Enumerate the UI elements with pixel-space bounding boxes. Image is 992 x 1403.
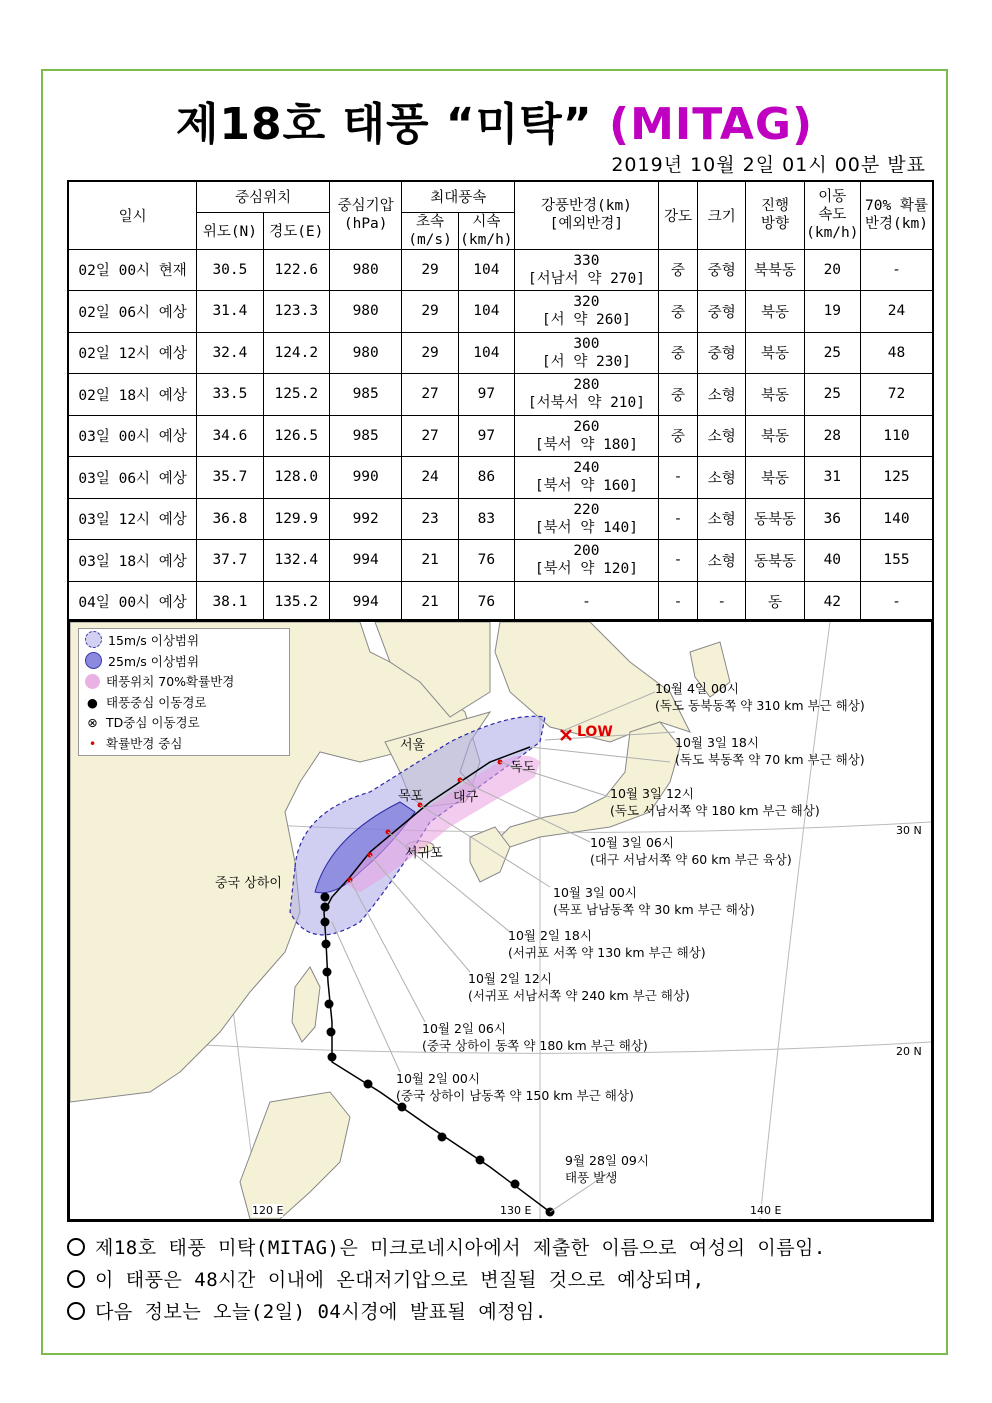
cell-ms: 23	[402, 498, 458, 540]
cell-int: 중	[658, 332, 697, 374]
legend-item-25	[85, 652, 283, 673]
cell-radius-exception: [서북서 약 210]	[527, 395, 645, 412]
cell-int: -	[658, 498, 697, 540]
typhoon-track-map	[67, 619, 934, 1222]
legend-center-label: 확률반경 중심	[106, 735, 183, 751]
title-english: (MITAG)	[608, 99, 814, 150]
annotation-desc: (독도 서남서쪽 약 180 km 부근 해상)	[610, 803, 820, 818]
header-radius-sub: [예외반경]	[549, 216, 624, 233]
circle-bullet-icon	[67, 1302, 85, 1320]
cell-radius-value: 300	[573, 335, 600, 352]
cell-prob: 48	[860, 332, 933, 374]
note-text: 제18호 태풍 미탁(MITAG)은 미크로네시아에서 제출한 이름으로 여성의 이름임.	[95, 1237, 826, 1259]
cell-int: -	[658, 581, 697, 623]
notes-section	[67, 1232, 826, 1328]
cell-prob: 125	[860, 457, 933, 499]
cell-radius-value: 220	[573, 501, 600, 518]
cell-dir: 동	[746, 581, 804, 623]
forecast-annotation	[590, 834, 792, 868]
cell-kmh: 104	[458, 291, 514, 333]
header-size: 크기	[698, 181, 746, 249]
cell-time: 03일 12시 예상	[68, 498, 197, 540]
legend-item-td	[85, 713, 283, 734]
lat-label-20: 20 N	[896, 1045, 922, 1058]
cell-prob: 24	[860, 291, 933, 333]
header-intensity: 강도	[658, 181, 697, 249]
cell-lon: 122.6	[263, 249, 329, 291]
cell-lon: 126.5	[263, 415, 329, 457]
cell-spd: 25	[804, 374, 860, 416]
forecast-table	[67, 180, 934, 624]
cell-lon: 124.2	[263, 332, 329, 374]
cell-radius	[515, 457, 659, 499]
legend-25-icon	[85, 652, 102, 669]
cell-spd: 42	[804, 581, 860, 623]
cell-radius-value: 320	[573, 294, 600, 311]
table-row	[68, 457, 933, 499]
cell-kmh: 86	[458, 457, 514, 499]
header-direction	[746, 181, 804, 249]
legend-track-label: 태풍중심 이동경로	[106, 694, 207, 710]
header-pressure-unit: (hPa)	[343, 216, 388, 233]
track-point	[321, 918, 330, 927]
note-text: 다음 정보는 오늘(2일) 04시경에 발표될 예정임.	[95, 1301, 547, 1323]
cell-dir: 북북동	[746, 249, 804, 291]
cell-lon: 123.3	[263, 291, 329, 333]
header-direction-1: 진행	[760, 198, 789, 215]
annotation-time: 10월 4일 00시	[655, 681, 739, 696]
cell-time: 03일 18시 예상	[68, 540, 197, 582]
cell-radius-exception: [북서 약 140]	[534, 519, 638, 536]
cell-ms: 29	[402, 291, 458, 333]
cell-dir: 동북동	[746, 540, 804, 582]
cell-time: 02일 06시 예상	[68, 291, 197, 333]
place-shanghai: 중국 상하이	[215, 876, 282, 891]
cell-int: 중	[658, 415, 697, 457]
cell-int: 중	[658, 374, 697, 416]
annotation-desc: 태풍 발생	[565, 1170, 618, 1185]
place-seoul: 서울	[400, 738, 426, 753]
annotation-desc: (독도 동북동쪽 약 310 km 부근 해상)	[655, 698, 865, 713]
forecast-annotation	[610, 785, 820, 819]
header-speed-3: (km/h)	[806, 225, 859, 242]
forecast-annotation	[508, 927, 706, 961]
header-pressure-label: 중심기압	[337, 198, 394, 215]
legend-prob-icon	[85, 674, 100, 689]
cell-kmh: 97	[458, 415, 514, 457]
header-speed	[804, 181, 860, 249]
cell-dir: 북동	[746, 291, 804, 333]
header-prob	[860, 181, 933, 249]
cell-dir: 북동	[746, 374, 804, 416]
cell-time: 02일 18시 예상	[68, 374, 197, 416]
header-prob-2: 반경(km)	[865, 216, 928, 233]
cell-time: 03일 06시 예상	[68, 457, 197, 499]
cell-ms: 29	[402, 332, 458, 374]
cell-spd: 28	[804, 415, 860, 457]
header-wind-kmh	[458, 212, 514, 249]
annotation-time: 10월 3일 06시	[590, 835, 674, 850]
forecast-annotation	[396, 1070, 634, 1104]
cell-int: -	[658, 457, 697, 499]
cell-size: 소형	[698, 374, 746, 416]
cell-p: 980	[329, 291, 401, 333]
cell-size: 소형	[698, 415, 746, 457]
table-row	[68, 581, 933, 623]
cell-radius-value: 330	[573, 252, 600, 269]
cell-prob: -	[860, 581, 933, 623]
cell-spd: 31	[804, 457, 860, 499]
header-wind-ms	[402, 212, 458, 249]
table-row	[68, 291, 933, 333]
cell-p: 994	[329, 540, 401, 582]
cell-lat: 32.4	[197, 332, 263, 374]
cell-time: 03일 00시 예상	[68, 415, 197, 457]
forecast-annotation	[655, 680, 865, 714]
header-wind-kmh-unit: (km/h)	[460, 231, 513, 248]
cell-size: 소형	[698, 457, 746, 499]
cell-lat: 30.5	[197, 249, 263, 291]
note-item	[67, 1296, 826, 1328]
cell-spd: 36	[804, 498, 860, 540]
cell-radius-value: -	[582, 593, 591, 610]
cell-ms: 27	[402, 415, 458, 457]
legend-td-icon: ⊗	[87, 715, 98, 730]
cell-ms: 24	[402, 457, 458, 499]
place-dokdo: 독도	[510, 760, 536, 775]
lon-label-120: 120 E	[252, 1204, 284, 1217]
forecast-annotation	[565, 1152, 649, 1186]
legend-track-icon: ●	[87, 694, 98, 710]
cell-p: 992	[329, 498, 401, 540]
track-point	[322, 940, 331, 949]
place-seogwipo: 서귀포	[405, 846, 443, 861]
map-legend	[78, 628, 290, 756]
cell-spd: 40	[804, 540, 860, 582]
cell-prob: -	[860, 249, 933, 291]
cell-prob: 110	[860, 415, 933, 457]
cell-kmh: 76	[458, 540, 514, 582]
header-wind-kmh-label: 시속	[472, 213, 501, 230]
cell-size: 중형	[698, 291, 746, 333]
cell-radius	[515, 374, 659, 416]
table-row	[68, 374, 933, 416]
forecast-annotation	[675, 734, 865, 768]
cell-lon: 125.2	[263, 374, 329, 416]
annotation-desc: (중국 상하이 남동쪽 약 150 km 부근 해상)	[396, 1088, 634, 1103]
cell-radius-exception: [서 약 260]	[541, 312, 631, 329]
cell-kmh: 104	[458, 332, 514, 374]
circle-bullet-icon	[67, 1238, 85, 1256]
table-row	[68, 540, 933, 582]
cell-lat: 34.6	[197, 415, 263, 457]
cell-lat: 31.4	[197, 291, 263, 333]
cell-lon: 128.0	[263, 457, 329, 499]
track-point	[321, 893, 330, 902]
cell-dir: 북동	[746, 415, 804, 457]
cell-radius-value: 280	[573, 377, 600, 394]
cell-prob: 72	[860, 374, 933, 416]
annotation-desc: (대구 서남서쪽 약 60 km 부근 육상)	[590, 852, 792, 867]
cell-p: 994	[329, 581, 401, 623]
cell-dir: 동북동	[746, 498, 804, 540]
header-lat: 위도(N)	[197, 212, 263, 249]
legend-item-prob	[85, 672, 283, 693]
place-mokpo: 목포	[398, 789, 424, 804]
table-row	[68, 332, 933, 374]
cell-p: 980	[329, 249, 401, 291]
cell-int: 중	[658, 249, 697, 291]
annotation-time: 9월 28일 09시	[565, 1153, 649, 1168]
header-pressure	[329, 181, 401, 249]
cell-lat: 38.1	[197, 581, 263, 623]
header-speed-2: 속도	[818, 207, 847, 224]
header-wind-ms-unit: (m/s)	[408, 231, 452, 248]
track-point	[321, 903, 330, 912]
cell-prob: 155	[860, 540, 933, 582]
legend-15-icon	[85, 631, 102, 648]
table-row	[68, 415, 933, 457]
circle-bullet-icon	[67, 1270, 85, 1288]
cell-p: 990	[329, 457, 401, 499]
place-daegu: 대구	[453, 790, 479, 805]
legend-td-label: TD중심 이동경로	[106, 715, 200, 730]
lat-label-30: 30 N	[896, 824, 922, 837]
annotation-desc: (목포 남남동쪽 약 30 km 부근 해상)	[553, 902, 755, 917]
cell-kmh: 83	[458, 498, 514, 540]
annotation-time: 10월 3일 12시	[610, 786, 694, 801]
cell-ms: 29	[402, 249, 458, 291]
legend-item-15	[85, 631, 283, 652]
annotation-time: 10월 3일 18시	[675, 735, 759, 750]
cell-prob: 140	[860, 498, 933, 540]
cell-radius-exception: [서 약 230]	[541, 353, 631, 370]
header-radius	[515, 181, 659, 249]
cell-size: 중형	[698, 332, 746, 374]
note-text: 이 태풍은 48시간 이내에 온대저기압으로 변질될 것으로 예상되며,	[95, 1269, 705, 1291]
track-point	[328, 1053, 337, 1062]
cell-time: 02일 00시 현재	[68, 249, 197, 291]
annotation-time: 10월 2일 00시	[396, 1071, 480, 1086]
cell-kmh: 97	[458, 374, 514, 416]
track-point	[323, 968, 332, 977]
legend-15-label: 15m/s 이상범위	[108, 633, 200, 648]
cell-radius-exception: [북서 약 180]	[534, 436, 638, 453]
note-item	[67, 1232, 826, 1264]
cell-size: -	[698, 581, 746, 623]
cell-int: 중	[658, 291, 697, 333]
cell-lon: 135.2	[263, 581, 329, 623]
track-point	[327, 1028, 336, 1037]
cell-int: -	[658, 540, 697, 582]
annotation-time: 10월 3일 00시	[553, 885, 637, 900]
cell-radius	[515, 249, 659, 291]
cell-lon: 132.4	[263, 540, 329, 582]
header-radius-label: 강풍반경(km)	[540, 198, 632, 215]
forecast-annotation	[553, 884, 755, 918]
cell-p: 985	[329, 415, 401, 457]
cell-radius-exception: [북서 약 160]	[534, 478, 638, 495]
cell-spd: 19	[804, 291, 860, 333]
cell-kmh: 76	[458, 581, 514, 623]
cell-radius-value: 260	[573, 418, 600, 435]
cell-lat: 36.8	[197, 498, 263, 540]
cell-radius-exception: [서남서 약 270]	[527, 270, 645, 287]
annotation-desc: (서귀포 서남서쪽 약 240 km 부근 해상)	[468, 988, 690, 1003]
cell-dir: 북동	[746, 332, 804, 374]
cell-p: 985	[329, 374, 401, 416]
cell-lat: 35.7	[197, 457, 263, 499]
annotation-time: 10월 2일 12시	[468, 971, 552, 986]
cell-radius	[515, 498, 659, 540]
header-direction-2: 방향	[760, 216, 789, 233]
track-point	[476, 1156, 485, 1165]
header-prob-1: 70% 확률	[865, 198, 928, 215]
cell-time: 02일 12시 예상	[68, 332, 197, 374]
cell-lat: 37.7	[197, 540, 263, 582]
annotation-time: 10월 2일 18시	[508, 928, 592, 943]
legend-25-label: 25m/s 이상범위	[108, 653, 200, 669]
cell-spd: 20	[804, 249, 860, 291]
cell-ms: 21	[402, 540, 458, 582]
cell-radius-exception: [북서 약 120]	[534, 561, 638, 578]
cell-size: 소형	[698, 498, 746, 540]
track-point	[438, 1133, 447, 1142]
legend-center-icon: •	[88, 735, 97, 751]
forecast-annotation	[422, 1020, 648, 1054]
cell-size: 소형	[698, 540, 746, 582]
legend-item-center	[85, 734, 283, 755]
cell-ms: 27	[402, 374, 458, 416]
forecast-annotation	[468, 970, 690, 1004]
annotation-time: 10월 2일 06시	[422, 1021, 506, 1036]
cell-kmh: 104	[458, 249, 514, 291]
cell-radius	[515, 415, 659, 457]
cell-lat: 33.5	[197, 374, 263, 416]
header-lon: 경도(E)	[263, 212, 329, 249]
cell-p: 980	[329, 332, 401, 374]
table-row	[68, 249, 933, 291]
annotation-desc: (독도 북동쪽 약 70 km 부근 해상)	[675, 752, 865, 767]
header-center-pos: 중심위치	[197, 181, 330, 212]
track-point	[325, 1000, 334, 1009]
header-max-wind: 최대풍속	[402, 181, 515, 212]
legend-prob-label: 태풍위치 70%확률반경	[106, 674, 235, 689]
cell-time: 04일 00시 예상	[68, 581, 197, 623]
legend-item-track	[85, 693, 283, 714]
header-speed-1: 이동	[818, 189, 847, 206]
table-row	[68, 498, 933, 540]
title-korean: 제18호 태풍 “미탁”	[175, 99, 593, 150]
cell-radius-value: 200	[573, 543, 600, 560]
cell-spd: 25	[804, 332, 860, 374]
lon-label-140: 140 E	[750, 1204, 782, 1217]
header-time: 일시	[68, 181, 197, 249]
header-wind-ms-label: 초속	[416, 213, 445, 230]
cell-radius	[515, 540, 659, 582]
track-point	[364, 1080, 373, 1089]
issued-datetime: 2019년 10월 2일 01시 00분 발표	[611, 154, 926, 176]
note-item	[67, 1264, 826, 1296]
cell-radius	[515, 332, 659, 374]
cell-radius	[515, 291, 659, 333]
track-point	[511, 1180, 520, 1189]
annotation-desc: (중국 상하이 동쪽 약 180 km 부근 해상)	[422, 1038, 648, 1053]
cell-size: 중형	[698, 249, 746, 291]
page-title	[41, 88, 948, 152]
lon-label-130: 130 E	[500, 1204, 532, 1217]
cell-radius-value: 240	[573, 460, 600, 477]
cell-lon: 129.9	[263, 498, 329, 540]
place-low: LOW	[577, 724, 613, 740]
annotation-desc: (서귀포 서쪽 약 130 km 부근 해상)	[508, 945, 706, 960]
cell-radius	[515, 581, 659, 623]
cell-ms: 21	[402, 581, 458, 623]
cell-dir: 북동	[746, 457, 804, 499]
